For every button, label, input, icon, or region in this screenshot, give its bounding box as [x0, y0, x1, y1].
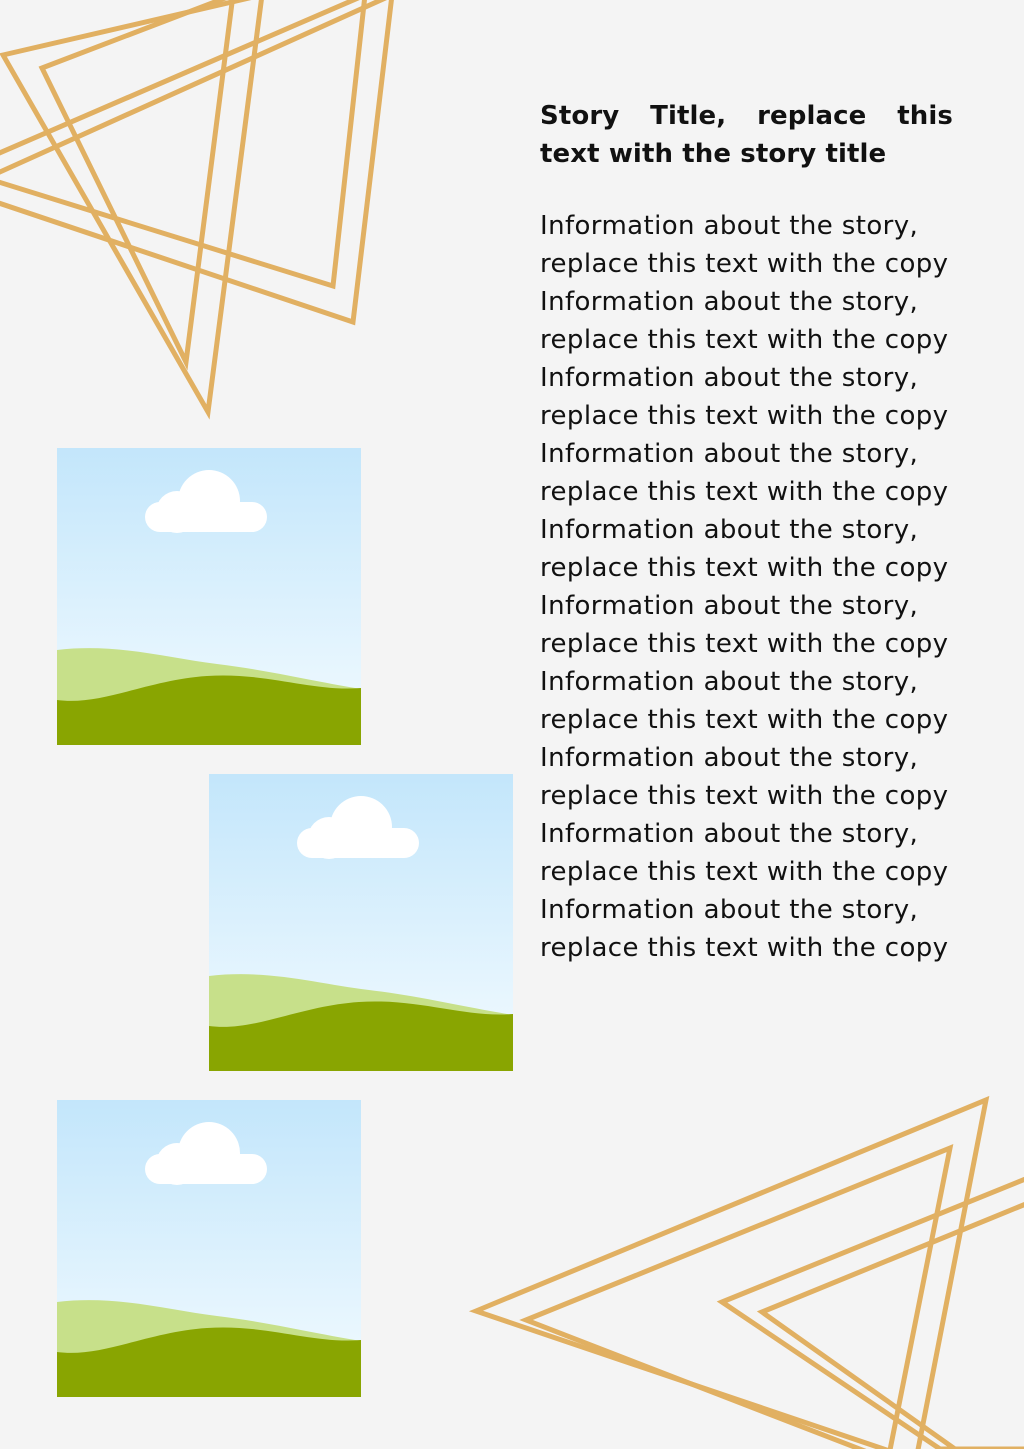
image-placeholder-1[interactable]	[57, 448, 361, 745]
triangle-outline	[762, 1190, 1024, 1449]
landscape-placeholder-icon	[57, 448, 361, 745]
image-placeholder-2[interactable]	[209, 774, 513, 1071]
triangle-outline	[526, 1148, 950, 1449]
triangle-outline	[722, 1165, 1024, 1449]
image-placeholder-3[interactable]	[57, 1100, 361, 1397]
landscape-placeholder-icon	[209, 774, 513, 1071]
story-text-column	[540, 97, 953, 967]
landscape-placeholder-icon	[57, 1100, 361, 1397]
story-body[interactable]: Information about the story, replace this text with the copy Information about the story, replace this text with the copy Information about the story, replace this text with the copy Information about the story, replace this text with the copy Information about the story, replace this text with the copy Information about the story, replace this text with the copy Information about the story, replace this text with the copy Information about the story, replace this text with the copy Information about the story, replace this text with the copy Information about the story, replace this text with the copy	[540, 211, 949, 963]
triangle-outline	[42, 0, 233, 362]
story-title[interactable]: Story Title, replace this text with the story title	[540, 101, 953, 169]
